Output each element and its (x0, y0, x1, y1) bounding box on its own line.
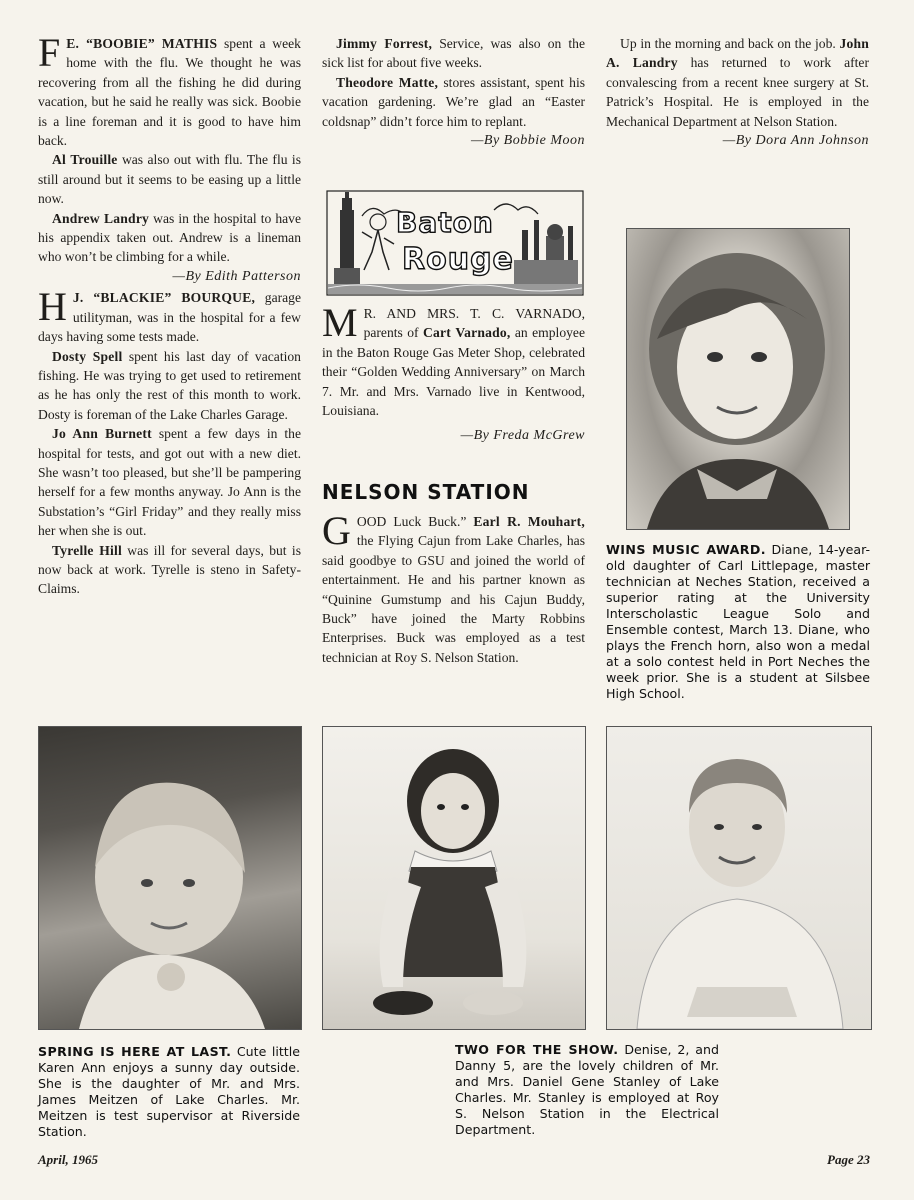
mathis-paragraph (38, 30, 301, 150)
burnett-text: spent a few days in the hospital for tests, and got out with a new diet. She wasn’t too pleased, but she’ll be pampering herself for a few months anyway. Jo Ann is the Substation’s “Girl Friday” and they really miss her when she is out. (38, 426, 302, 539)
trouille-text: was also out with flu. The flu is still around but it seems to be easing up a little now. (38, 152, 301, 207)
varnado-text-a: R. AND MRS. T. C. VARNADO, parents of (363, 306, 585, 341)
drop-cap-f: F (38, 30, 61, 75)
forrest-paragraph (322, 34, 585, 73)
matte-text: stores assistant, spent his vacation gardening. We’re glad an “Easter coldsnap” didn’t force him to replant. (322, 74, 586, 129)
spell-paragraph (38, 347, 301, 425)
column-middle-lower (322, 300, 585, 448)
john-landry-text-a: Up in the morning and back on the job. (620, 36, 836, 51)
mathis-text: spent a week home with the flu. We thought he was recovering from all the fishing he did during vacation, but he said he really was sick. Boobie is a line foreman and it is good to have him back. (38, 36, 301, 149)
name-landry: Andrew Landry (52, 210, 150, 226)
name-matte: Theodore Matte, (336, 74, 439, 90)
column-left (38, 30, 302, 599)
smiling-boy-icon (607, 727, 871, 1029)
hill-text: was ill for several days, but is now back at work. Tyrelle is steno in Safety-Claims. (38, 542, 301, 597)
bourque-paragraph (38, 284, 301, 346)
byline-mcgrew: —By Freda McGrew (460, 428, 585, 444)
john-landry-text-b: has returned to work after convalescing from a recent knee surgery at St. Patrick’s Hospital. He is employed in the Mechanical Department at Nelson Station. (606, 55, 869, 129)
name-mathis: E. “BOOBIE” MATHIS (66, 36, 218, 51)
caption-music-title: WINS MUSIC AWARD. (606, 542, 766, 557)
burnett-paragraph (38, 424, 301, 540)
matte-paragraph (322, 73, 585, 131)
byline-johnson: —By Dora Ann Johnson (722, 133, 869, 149)
name-hill: Tyrelle Hill (52, 542, 122, 558)
name-spell: Dosty Spell (52, 348, 123, 364)
logo-word-baton: Baton (396, 206, 494, 239)
column-right (606, 34, 869, 152)
photo-danny (606, 726, 872, 1030)
seated-girl-icon (323, 727, 585, 1029)
mouhart-text-a: OOD Luck Buck.” (356, 514, 467, 529)
name-burnett: Jo Ann Burnett (52, 426, 152, 442)
spell-text: spent his last day of vacation fishing. He was trying to get used to retirement as he has only the rest of this month to work. Dosty is foreman of the Lake Charles Garage. (38, 348, 301, 422)
drop-cap-m: M (322, 300, 358, 345)
varnado-paragraph (322, 300, 585, 420)
name-john-landry: John A. Landry (606, 36, 869, 71)
girl-portrait-icon (627, 229, 849, 529)
logo-word-rouge: Rouge (402, 242, 514, 277)
name-bourque: J. “BLACKIE” BOURQUE, (72, 290, 256, 306)
caption-spring (38, 1044, 300, 1140)
toddler-outdoors-icon (39, 727, 301, 1029)
landry-paragraph (38, 209, 301, 267)
john-landry-paragraph (606, 34, 869, 131)
footer-date: April, 1965 (38, 1152, 98, 1167)
caption-spring-title: SPRING IS HERE AT LAST. (38, 1044, 232, 1059)
caption-show-text: Denise, 2, and Danny 5, are the lovely children of Mr. and Mrs. Daniel Gene Stanley of Lake Charles. Mr. Stanley is employed at Roy S. Nelson Station in the Electrical Department. (455, 1042, 719, 1137)
caption-two-for-show (455, 1042, 719, 1138)
forrest-text: Service, was also on the sick list for about five weeks. (322, 36, 585, 71)
bourque-text: garage utilityman, was in the hospital for a few days having some tests made. (38, 290, 301, 345)
hill-paragraph (38, 541, 301, 599)
trouille-paragraph (38, 150, 301, 208)
caption-show-title: TWO FOR THE SHOW. (455, 1042, 619, 1057)
section-heading-nelson-station: NELSON STATION (322, 480, 530, 504)
caption-music-text: Diane, 14-year-old daughter of Carl Littlepage, master technician at Neches Station, received a superior rating at the University Interscholastic League Solo and Ensemble contest, March 13. Diane, who plays the French horn, also won a medal at a solo contest held in Port Neches the week prior. She is a student at Silsbee High School. (606, 542, 870, 701)
mouhart-paragraph (322, 508, 585, 667)
mouhart-text-b: the Flying Cajun from Lake Charles, has said goodbye to GSU and joined the world of entertainment. He and his partner known as “Quinine Gumstump and his Cajun Buddy, Buck” have joined the Marty Robbins Enterprises. Buck was employed as a test technician at Roy S. Nelson Station. (322, 533, 585, 665)
drop-cap-h: H (38, 284, 67, 330)
photo-denise (322, 726, 586, 1030)
varnado-text-b: an employee in the Baton Rouge Gas Meter Shop, celebrated their “Golden Wedding Anniversary” on March 7. Mr. and Mrs. Varnado live in Kentwood, Louisiana. (322, 325, 585, 419)
photo-karen-ann (38, 726, 302, 1030)
landry-text: was in the hospital to have his appendix taken out. Andrew is a lineman who won’t be climbing for a while. (38, 210, 302, 265)
photo-diane-portrait (626, 228, 850, 530)
column-middle-nelson (322, 508, 585, 667)
caption-music-award (606, 542, 870, 702)
byline-moon: —By Bobbie Moon (470, 133, 585, 149)
column-middle (322, 34, 585, 152)
name-forrest: Jimmy Forrest, (336, 36, 433, 51)
name-mouhart: Earl R. Mouhart, (473, 514, 585, 529)
baton-rouge-logo (326, 190, 584, 296)
caption-spring-text: Cute little Karen Ann enjoys a sunny day outside. She is the daughter of Mr. and Mrs. James Meitzen of Lake Charles. Mr. Meitzen is test supervisor at Riverside Station. (38, 1044, 300, 1139)
name-trouille: Al Trouille (52, 152, 118, 168)
drop-cap-g: G (322, 508, 351, 553)
name-varnado: Cart Varnado, (423, 325, 511, 341)
footer-page-number: Page 23 (827, 1152, 870, 1167)
byline-patterson: —By Edith Patterson (172, 268, 301, 284)
